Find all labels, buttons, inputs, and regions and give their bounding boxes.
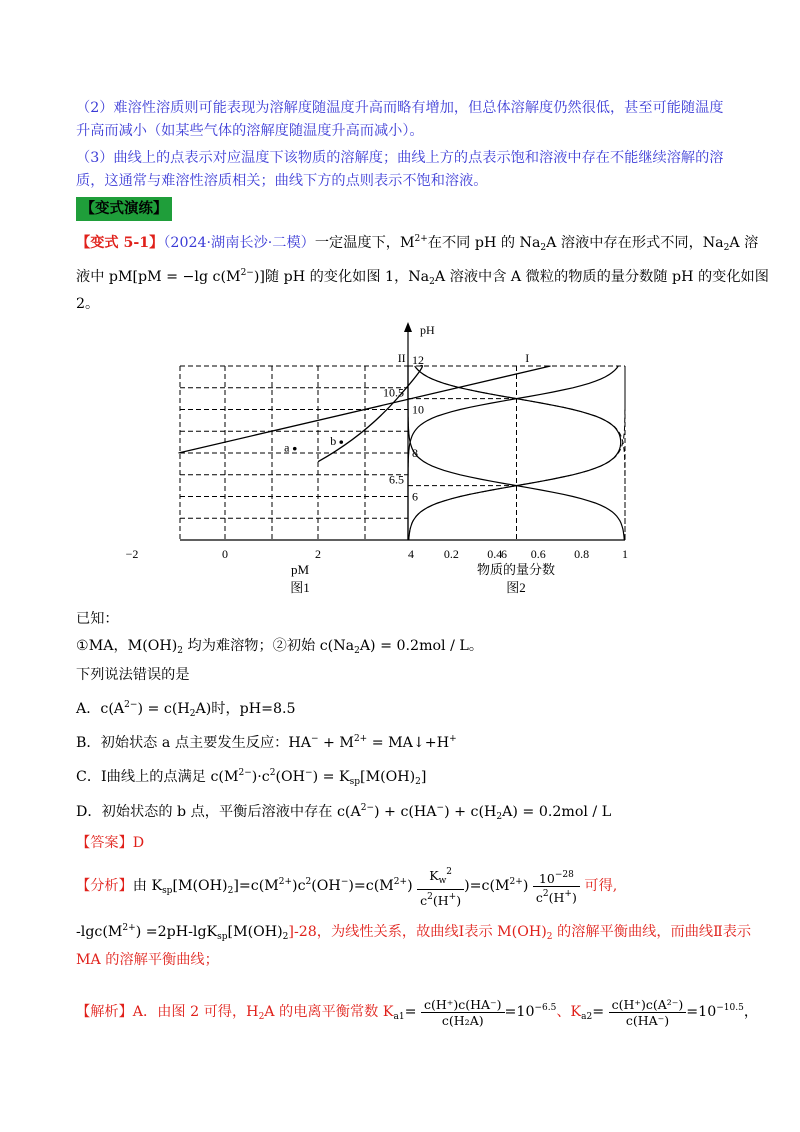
problem-source: （2024·湖南长沙·二模） bbox=[163, 235, 315, 251]
known-label: 已知： bbox=[76, 611, 119, 627]
curve-I-label: I bbox=[525, 351, 530, 365]
point-a bbox=[293, 447, 297, 451]
fig2-x-tick: 0.8 bbox=[574, 547, 590, 561]
curve-II-label: II bbox=[397, 351, 406, 365]
fig1-xlabel: pM bbox=[290, 562, 310, 577]
ka2-fraction: $\frac{\text{c(H⁺)c(A²⁻)}}{c(HA^-)}$ bbox=[609, 997, 687, 1028]
fig1-x-tick: 2 bbox=[315, 547, 321, 561]
ph-axis-arrow bbox=[404, 322, 412, 332]
point-b bbox=[339, 440, 343, 444]
section-tag: 【变式演练】 bbox=[76, 197, 172, 221]
analysis-line3: MA 的溶解平衡曲线； bbox=[76, 952, 219, 968]
problem-line2: 液中 pM[pM = −lg $c(M^{2-})$]随 pH 的变化如图 1，$Na_2A$ 溶液中含 A 微粒的物质的量分数随 pH 的变化如图 bbox=[76, 268, 769, 287]
option-b: B．初始状态 a 点主要发生反应：$HA^- + M^{2+}$ = MA↓+H+ bbox=[76, 734, 457, 751]
intro-p3-line2: 质，这通常与难溶性溶质相关；曲线下方的点则表示不饱和溶液。 bbox=[76, 173, 488, 189]
analysis-line2: $-\lg c(M^{2+}) =2pH-\lg K_{sp}[M(OH)_2]-28$，为线性关系，故曲线Ⅰ表示 $M(OH)_2$ 的溶解平衡曲线，而曲线Ⅱ表示 bbox=[76, 923, 752, 942]
answer: 【答案】D bbox=[76, 835, 145, 851]
kw-fraction: $\frac{K_w^2}{c^2(H^+)}$ bbox=[417, 865, 464, 908]
fig2-x-tick: 0.6 bbox=[530, 547, 546, 561]
fig2-y-tick: 6.5 bbox=[389, 472, 404, 487]
option-d: D．初始状态的 b 点，平衡后溶液中存在 $c(A^{2-}) + c(HA^-) + c(H_2A) = 0.2mol / L$ bbox=[76, 803, 612, 822]
ksp-fraction: $\frac{10^{-28}}{c^2(H^+)}$ bbox=[533, 868, 580, 905]
fig1-x-tick: 4 bbox=[408, 547, 414, 561]
known-line: ①MA，$M(OH)_2$ 均为难溶物；②初始 $c(Na_2A) = 0.2mol / L$。 bbox=[76, 638, 484, 656]
question-text: 下列说法错误的是 bbox=[76, 667, 190, 683]
fig2-y-tick: 8 bbox=[412, 446, 418, 460]
point-b-label: b bbox=[330, 434, 337, 449]
fig2-y-tick: 12 bbox=[412, 353, 424, 367]
problem-line3: 2。 bbox=[76, 296, 100, 312]
fig1-x-tick: 0 bbox=[222, 547, 228, 561]
fig2-x-tick: 0.4 bbox=[487, 547, 503, 561]
intro-p2-line2: 升高而减小（如某些气体的溶解度随温度升高而减小）。 bbox=[76, 123, 424, 139]
intro-p3-line1: （3）曲线上的点表示对应温度下该物质的溶解度；曲线上方的点表示饱和溶液中存在不能继续溶解的溶 bbox=[76, 150, 724, 166]
fig2-title: 图2 bbox=[506, 580, 526, 595]
analysis-line1: 【分析】由 $K_{sp}[M(OH)_2]=c(M^{2+})c^2(OH^-)=c(M^{2+})$ $\frac{K_w^2}{c^2(H^+)}$ )$=c(M^{2+})$ $\frac{10^{-28}}{c^2(H^+)}$ 可得, bbox=[76, 866, 618, 908]
fig2-x-tick: 1 bbox=[622, 547, 628, 561]
fig2-y-tick: 6 bbox=[412, 489, 418, 504]
point-a-label: a bbox=[284, 440, 290, 455]
option-a: A．$c(A^{2-}) = c(H_2A)$时，pH=8.5 bbox=[76, 700, 296, 719]
fig1-title: 图1 bbox=[290, 580, 310, 595]
curve-dashed-2 bbox=[415, 366, 625, 540]
fig1-x-tick: −2 bbox=[125, 547, 139, 561]
problem-label: 【变式 5-1】 bbox=[76, 235, 164, 251]
ka1-fraction: $\frac{c(H^+)c(HA^-)}{\text{c(H₂A)}}$ bbox=[421, 997, 505, 1028]
fig2-x-tick: 0.2 bbox=[443, 547, 459, 561]
problem-line1: 【变式 5-1】（2024·湖南长沙·二模）一定温度下，$M^{2+}$在不同 pH 的 $Na_2A$ 溶液中存在形式不同，$Na_2A$ 溶 bbox=[76, 234, 759, 253]
fig2-xlabel: 物质的量分数 bbox=[476, 562, 556, 577]
option-c: C．Ⅰ曲线上的点满足 $c(M^{2-})\cdot c^2(OH^-) = K_{sp}[M(OH)_2]$ bbox=[76, 768, 427, 787]
solution-line1: 【解析】A．由图 2 可得，$H_2A$ 的电离平衡常数 $K_{a1}=$ $\frac{c(H^+)c(HA^-)}{\text{c(H₂A)}}$ $=10^{-6.5}$、$K_{a2}=$ $\frac{\text{c(H⁺)c(A²⁻)}}{c(HA^-)}$ $=10^{-10.5}$， bbox=[76, 996, 759, 1028]
ph-axis-label: pH bbox=[420, 323, 435, 337]
figures-chart bbox=[0, 318, 800, 608]
fig2-y-tick: 10.5 bbox=[383, 385, 404, 400]
intro-p2-line1: （2）难溶性溶质则可能表现为溶解度随温度升高而略有增加，但总体溶解度仍然很低，甚至可能随温度 bbox=[76, 100, 724, 116]
fig1-x-tick: 6 bbox=[501, 547, 507, 561]
fig2-y-tick: 10 bbox=[412, 402, 424, 417]
